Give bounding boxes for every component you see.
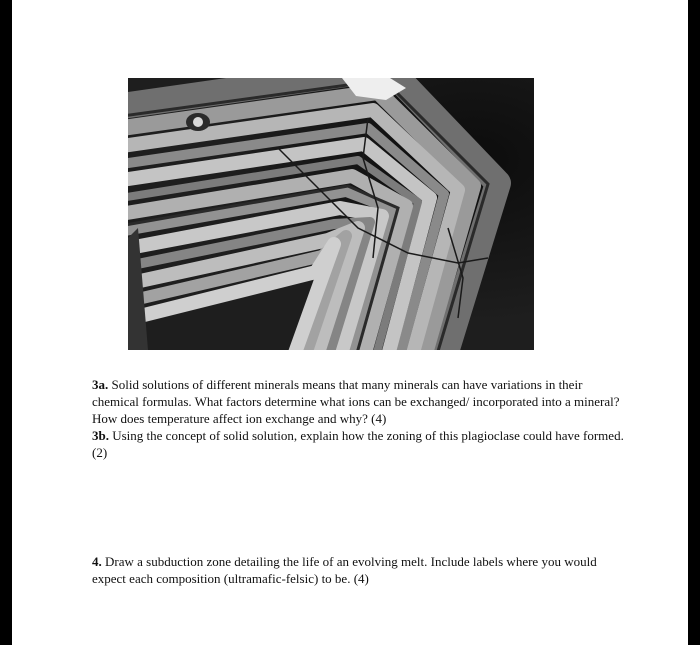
question-4-block xyxy=(92,553,632,587)
question-3a-text: Solid solutions of different minerals means that many minerals can have variations in their chemical formulas. What factors determine what ions can be exchanged/ incorporated into a mineral? How does temperature affect ion exchange and why? (4) xyxy=(92,377,620,426)
question-3b-text: Using the concept of solid solution, explain how the zoning of this plagioclase could have formed. (2) xyxy=(92,428,624,460)
question-3a xyxy=(92,376,632,427)
question-4-label: 4. xyxy=(92,554,102,569)
question-3-block xyxy=(92,376,632,461)
question-3b-label: 3b. xyxy=(92,428,109,443)
question-3b xyxy=(92,427,632,461)
question-3a-label: 3a. xyxy=(92,377,109,392)
document-page xyxy=(12,0,688,645)
question-4-text: Draw a subduction zone detailing the life of an evolving melt. Include labels where you would expect each composition (ultramafic-felsic) to be. (4) xyxy=(92,554,597,586)
plagioclase-zoning-micrograph-image xyxy=(128,78,534,350)
micrograph-drawing xyxy=(128,78,534,350)
question-4 xyxy=(92,553,632,587)
